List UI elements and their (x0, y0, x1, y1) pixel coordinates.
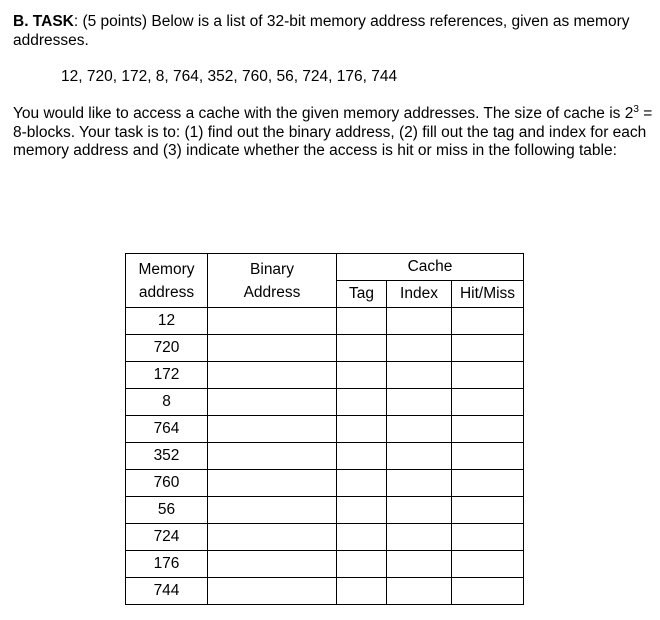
header-tag: Tag (337, 281, 387, 308)
cell-memory-address: 760 (126, 470, 208, 497)
cell-binary-address[interactable] (208, 497, 337, 524)
header-index: Index (387, 281, 452, 308)
cell-tag[interactable] (337, 524, 387, 551)
cell-memory-address: 352 (126, 443, 208, 470)
cell-index[interactable] (387, 470, 452, 497)
cell-memory-address: 724 (126, 524, 208, 551)
cell-binary-address[interactable] (208, 470, 337, 497)
cell-index[interactable] (387, 578, 452, 605)
cell-binary-address[interactable] (208, 443, 337, 470)
header-binary-line2: Address (243, 283, 301, 301)
instructions-text-b: = 8-blocks. Your task is to: (1) find out the binary address, (2) fill out the tag and index for each memory address and (3) indicate whether the access is hit or miss in the following table: (13, 105, 653, 159)
cell-hit-miss[interactable] (452, 443, 524, 470)
table-row (126, 497, 524, 524)
cell-memory-address: 720 (126, 335, 208, 362)
table-row (126, 335, 524, 362)
cell-binary-address[interactable] (208, 389, 337, 416)
cell-hit-miss[interactable] (452, 497, 524, 524)
cell-hit-miss[interactable] (452, 335, 524, 362)
cell-hit-miss[interactable] (452, 470, 524, 497)
table-row (126, 389, 524, 416)
cell-hit-miss[interactable] (452, 389, 524, 416)
cell-binary-address[interactable] (208, 362, 337, 389)
cell-memory-address: 764 (126, 416, 208, 443)
cell-tag[interactable] (337, 389, 387, 416)
table-row (126, 470, 524, 497)
cell-binary-address[interactable] (208, 524, 337, 551)
cell-tag[interactable] (337, 551, 387, 578)
cell-index[interactable] (387, 524, 452, 551)
cell-memory-address: 12 (126, 308, 208, 335)
cell-memory-address: 744 (126, 578, 208, 605)
cell-tag[interactable] (337, 470, 387, 497)
header-hit-miss: Hit/Miss (452, 281, 524, 308)
cell-index[interactable] (387, 335, 452, 362)
task-intro (13, 13, 653, 50)
task-instructions (13, 105, 653, 161)
header-binary-address (208, 254, 337, 308)
cell-memory-address: 56 (126, 497, 208, 524)
cell-tag[interactable] (337, 497, 387, 524)
header-memory-address (126, 254, 208, 308)
cell-index[interactable] (387, 551, 452, 578)
cell-hit-miss[interactable] (452, 416, 524, 443)
address-list: 12, 720, 172, 8, 764, 352, 760, 56, 724, 176, 744 (61, 68, 398, 85)
cell-tag[interactable] (337, 578, 387, 605)
cache-table (125, 253, 524, 605)
cell-binary-address[interactable] (208, 308, 337, 335)
table-row (126, 362, 524, 389)
cell-binary-address[interactable] (208, 335, 337, 362)
cell-index[interactable] (387, 389, 452, 416)
exponent: 3 (633, 104, 639, 115)
cell-hit-miss[interactable] (452, 308, 524, 335)
cell-hit-miss[interactable] (452, 578, 524, 605)
header-memory-line1: Memory (138, 260, 195, 278)
cell-tag[interactable] (337, 362, 387, 389)
cell-hit-miss[interactable] (452, 362, 524, 389)
cell-index[interactable] (387, 416, 452, 443)
table-row (126, 416, 524, 443)
cell-hit-miss[interactable] (452, 551, 524, 578)
cell-memory-address: 176 (126, 551, 208, 578)
task-label: B. TASK (13, 13, 74, 30)
task-intro-text: : (5 points) Below is a list of 32-bit memory address references, given as memory addresses. (13, 13, 630, 49)
cell-binary-address[interactable] (208, 416, 337, 443)
cell-memory-address: 172 (126, 362, 208, 389)
cell-tag[interactable] (337, 443, 387, 470)
table-row (126, 578, 524, 605)
header-binary-line1: Binary (250, 260, 294, 278)
cell-index[interactable] (387, 308, 452, 335)
cell-tag[interactable] (337, 335, 387, 362)
header-cache: Cache (337, 254, 524, 281)
table-row (126, 524, 524, 551)
cell-index[interactable] (387, 443, 452, 470)
cell-tag[interactable] (337, 416, 387, 443)
table-row (126, 551, 524, 578)
cell-hit-miss[interactable] (452, 524, 524, 551)
cell-tag[interactable] (337, 308, 387, 335)
header-row-1 (126, 254, 524, 281)
cell-index[interactable] (387, 362, 452, 389)
table-row (126, 443, 524, 470)
cell-memory-address: 8 (126, 389, 208, 416)
table-row (126, 308, 524, 335)
cell-binary-address[interactable] (208, 578, 337, 605)
cell-binary-address[interactable] (208, 551, 337, 578)
instructions-text-a: You would like to access a cache with the given memory addresses. The size of cache is 2 (13, 105, 634, 122)
header-memory-line2: address (138, 283, 195, 301)
cell-index[interactable] (387, 497, 452, 524)
